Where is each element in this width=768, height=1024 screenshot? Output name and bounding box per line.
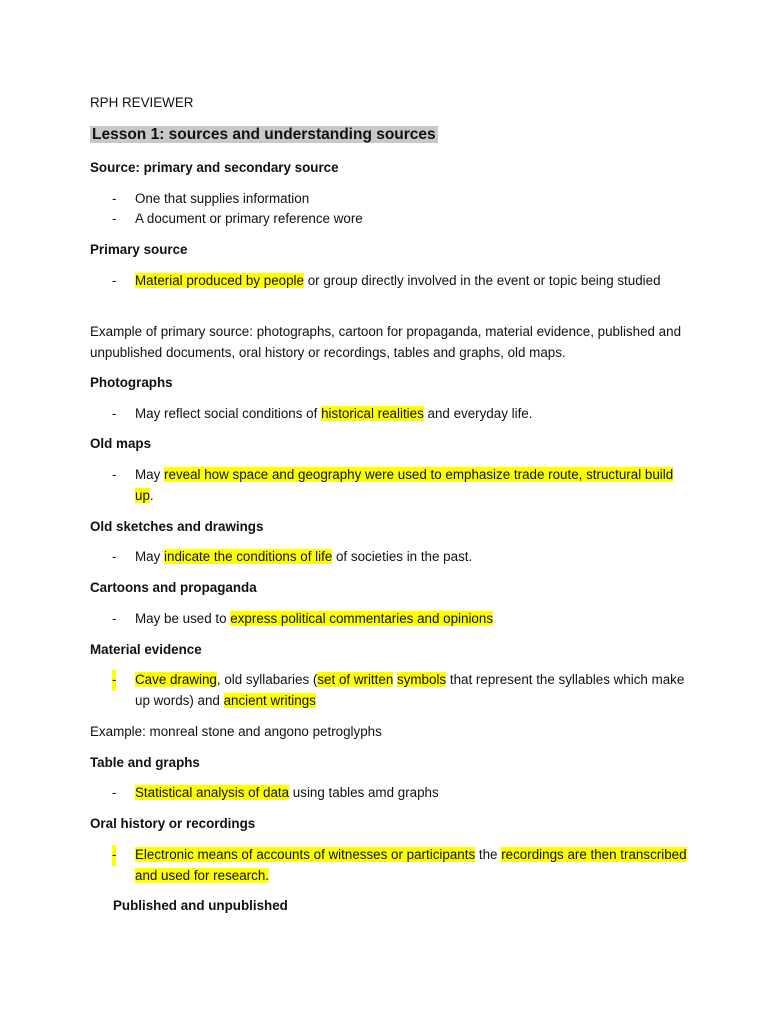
- bullet-dash: -: [112, 670, 116, 691]
- bullet-dash: -: [112, 191, 117, 206]
- example-primary-paragraph: Example of primary source: photographs, cartoon for propaganda, material evidence, published and unpublished documents, oral history or recordings, tables and graphs, old maps.: [90, 324, 682, 360]
- example-material-paragraph: Example: monreal stone and angono petroglyphs: [90, 724, 382, 739]
- highlighted-text: historical realities: [321, 406, 424, 421]
- highlighted-text: Material produced by people: [135, 273, 304, 288]
- list-item: - May be used to express political commentaries and opinions: [90, 609, 710, 630]
- cartoons-heading: Cartoons and propaganda: [90, 580, 257, 595]
- material-evidence-heading: Material evidence: [90, 642, 202, 657]
- bullet-dash: -: [112, 273, 117, 288]
- bullet-dash: -: [112, 406, 117, 421]
- highlighted-text: Electronic means of accounts of witnesses or participants: [135, 847, 476, 862]
- highlighted-text: Cave drawing: [135, 672, 217, 687]
- list-item: - A document or primary reference wore: [90, 209, 710, 230]
- bullet-dash: -: [112, 467, 117, 482]
- bullet-dash: -: [112, 845, 116, 866]
- old-maps-heading: Old maps: [90, 436, 152, 451]
- highlighted-text: Statistical analysis of data: [135, 785, 290, 800]
- highlighted-text: set of written: [317, 672, 394, 687]
- primary-source-heading: Primary source: [90, 242, 188, 257]
- highlighted-text: ancient writings: [223, 692, 316, 708]
- list-item: - Electronic means of accounts of witnesses or participants the recordings are then transcribed and used for research.: [112, 847, 687, 883]
- highlighted-text: symbols: [397, 672, 447, 687]
- oral-history-heading: Oral history or recordings: [90, 816, 256, 831]
- document-title: RPH REVIEWER: [90, 95, 194, 110]
- highlighted-text: recordings are then transcribed and used for research.: [135, 847, 687, 883]
- source-heading: Source: primary and secondary source: [90, 160, 339, 175]
- list-item: - Cave drawing, old syllabaries (set of written symbols that represent the syllables which make up words) and ancient writings: [112, 672, 685, 708]
- photographs-heading: Photographs: [90, 375, 173, 390]
- list-item: - One that supplies information: [90, 189, 710, 210]
- list-item: - Material produced by people or group directly involved in the event or topic being studied: [90, 271, 710, 292]
- highlighted-text: express political commentaries and opinions: [230, 611, 494, 626]
- bullet-dash: -: [112, 211, 117, 226]
- lesson-heading: Lesson 1: sources and understanding sources: [92, 126, 436, 143]
- highlighted-text: reveal how space and geography were used to emphasize trade route, structural build up: [135, 467, 674, 503]
- list-item: - May indicate the conditions of life of societies in the past.: [90, 547, 710, 568]
- list-item: - Statistical analysis of data using tables amd graphs: [90, 783, 710, 804]
- bullet-dash: -: [112, 611, 117, 626]
- sketches-heading: Old sketches and drawings: [90, 519, 264, 534]
- bullet-dash: -: [112, 549, 117, 564]
- list-item: - May reflect social conditions of historical realities and everyday life.: [90, 404, 710, 425]
- bullet-dash: -: [112, 785, 117, 800]
- list-item: - May reveal how space and geography were used to emphasize trade route, structural build up.: [112, 467, 674, 503]
- tables-heading: Table and graphs: [90, 755, 200, 770]
- highlighted-text: indicate the conditions of life: [164, 549, 333, 564]
- published-heading: Published and unpublished: [113, 898, 288, 913]
